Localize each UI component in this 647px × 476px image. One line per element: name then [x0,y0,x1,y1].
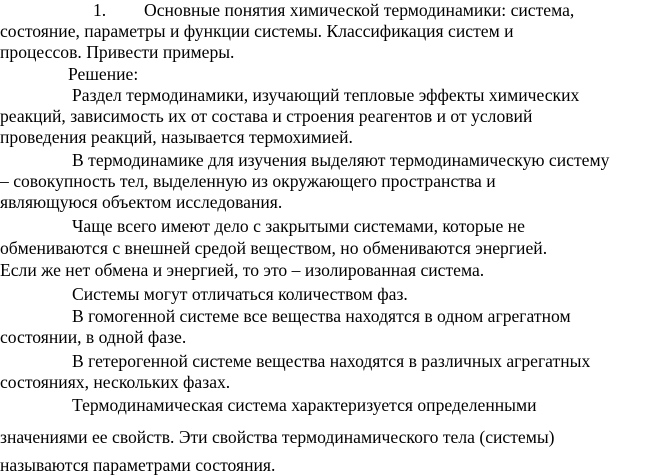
paragraph-line: проведения реакций, называется термохимией. [0,127,353,147]
question-line-1: Основные понятия химической термодинамики: система, [144,0,575,20]
paragraph-line: В гетерогенной системе вещества находятся в различных агрегатных [72,351,591,371]
paragraph-line: В термодинамике для изучения выделяют термодинамическую систему [72,150,610,170]
paragraph-line: обмениваются с внешней средой веществом, но обмениваются энергией. [0,238,548,258]
paragraph-line: В гомогенной системе все вещества находятся в одном агрегатном [72,306,571,326]
question-number: 1. [93,0,107,20]
question-line-3: процессов. Привести примеры. [0,42,235,62]
paragraph-line: – совокупность тел, выделенную из окружающего пространства и [0,171,496,191]
paragraph-line: Системы могут отличаться количеством фаз. [72,284,408,304]
paragraph-line: состоянии, в одной фазе. [0,327,187,347]
paragraph-line: Если же нет обмена и энергией, то это – изолированная система. [0,260,485,280]
paragraph-line: называются параметрами состояния. [0,455,276,475]
paragraph-line: Чаще всего имеют дело с закрытыми системами, которые не [72,216,525,236]
paragraph-line: являющуюся объектом исследования. [0,192,283,212]
paragraph-line: Термодинамическая система характеризуется определенными [72,395,537,415]
paragraph-line: значениями ее свойств. Эти свойства термодинамического тела (системы) [0,427,555,447]
question-line-2: состояние, параметры и функции системы. Классификация систем и [0,21,514,41]
paragraph-line: реакций, зависимость их от состава и строения реагентов и от условий [0,106,533,126]
paragraph-line: Раздел термодинамики, изучающий тепловые эффекты химических [72,85,580,105]
solution-label: Решение: [68,64,139,84]
paragraph-line: состояниях, нескольких фазах. [0,372,231,392]
